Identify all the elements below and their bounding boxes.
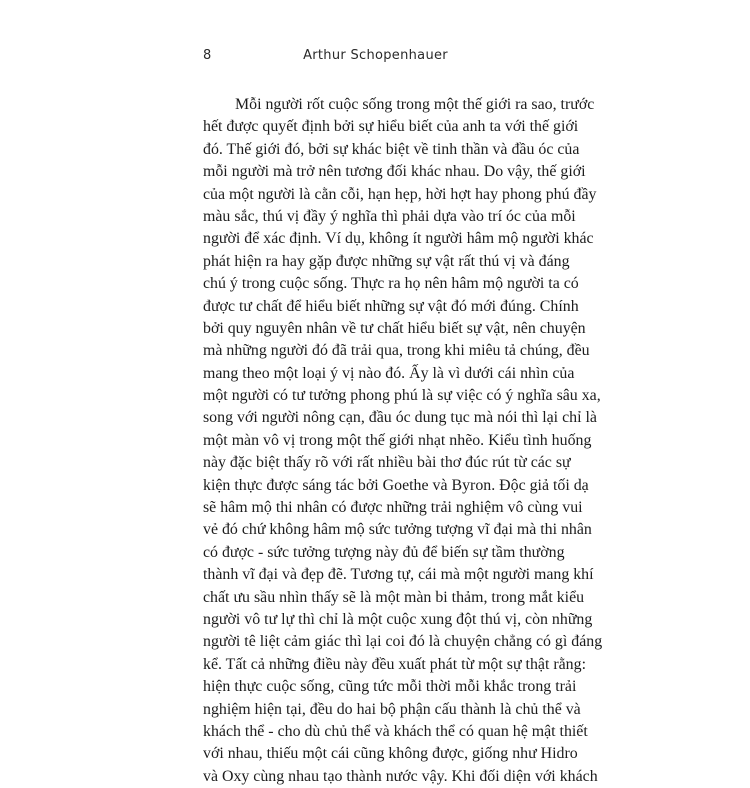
text-line: chất ưu sầu nhìn thấy sẽ là một màn bi thảm, trong mắt kiểu [203, 588, 585, 606]
text-line: của một người là cằn cỗi, hạn hẹp, hời hợt hay phong phú đầy [203, 185, 597, 203]
page-number: 8 [203, 48, 212, 63]
text-line: có được - sức tưởng tượng này đủ để biến sự tầm thường [203, 543, 565, 561]
text-line: kiện thực được sáng tác bởi Goethe và Byron. Độc giả tối dạ [203, 476, 589, 494]
text-line: một màn vô vị trong một thế giới nhạt nhẽo. Kiểu tình huống [203, 431, 592, 449]
body-paragraph [203, 94, 603, 785]
text-line: chú ý trong cuộc sống. Thực ra họ nên hâm mộ người ta có [203, 275, 579, 293]
text-line: với nhau, thiếu một cái cũng không được, giống như Hidro [203, 745, 578, 763]
text-line: vẻ đó chứ không hâm mộ sức tưởng tượng vĩ đại mà thi nhân [203, 521, 592, 539]
text-line: một người có tư tưởng phong phú là sự việc có ý nghĩa sâu xa, [203, 387, 601, 405]
text-line: mang theo một loại ý vị nào đó. Ấy là vì dưới cái nhìn của [203, 364, 575, 382]
text-line: song với người nông cạn, đầu óc dung tục mà nói thì lại chỉ là [203, 409, 597, 427]
text-line: người vô tư lự thì chỉ là một cuộc xung đột thú vị, còn những [203, 610, 593, 628]
text-line: nghiệm hiện tại, đều do hai bộ phận cấu thành là chủ thể và [203, 700, 581, 718]
text-line: thành vĩ đại và đẹp đẽ. Tương tự, cái mà một người mang khí [203, 566, 594, 584]
text-line: Mỗi người rốt cuộc sống trong một thế giới ra sao, trước [235, 96, 595, 113]
text-line: mỗi người mà trở nên tương đối khác nhau. Do vậy, thế giới [203, 163, 586, 181]
running-head [203, 48, 548, 72]
text-line: được tư chất để hiểu biết những sự vật đó mới đúng. Chính [203, 297, 579, 315]
text-line: hết được quyết định bởi sự hiểu biết của anh ta với thế giới [203, 118, 579, 136]
text-line: màu sắc, thú vị đầy ý nghĩa thì phải dựa vào trí óc của mỗi [203, 207, 576, 225]
text-line: sẽ hâm mộ thi nhân có được những trải nghiệm vô cùng vui [203, 499, 583, 517]
text-line: phát hiện ra hay gặp được những sự vật rất thú vị và đáng [203, 252, 570, 270]
running-title: Arthur Schopenhauer [303, 48, 448, 63]
text-line: người để xác định. Ví dụ, không ít người hâm mộ người khác [203, 230, 594, 248]
text-line: người tê liệt cảm giác thì lại coi đó là chuyện chẳng có gì đáng [203, 633, 603, 651]
text-line: này đặc biệt thấy rõ với rất nhiều bài thơ đúc rút từ các sự [203, 454, 571, 472]
text-line: mà những người đó đã trải qua, trong khi miêu tả chúng, đều [203, 342, 590, 360]
text-line: và Oxy cùng nhau tạo thành nước vậy. Khi đối diện với khách [203, 767, 598, 785]
text-line: hiện thực cuộc sống, cũng tức mỗi thời mỗi khắc trong trải [203, 678, 577, 696]
text-line: khách thể - cho dù chủ thể và khách thể có quan hệ mật thiết [203, 722, 588, 740]
text-line: đó. Thế giới đó, bởi sự khác biệt về tinh thần và đầu óc của [203, 140, 580, 158]
text-line: kể. Tất cả những điều này đều xuất phát từ một sự thật rằng: [203, 655, 586, 673]
text-line: bởi quy nguyên nhân về tư chất hiểu biết sự vật, nên chuyện [203, 319, 586, 337]
